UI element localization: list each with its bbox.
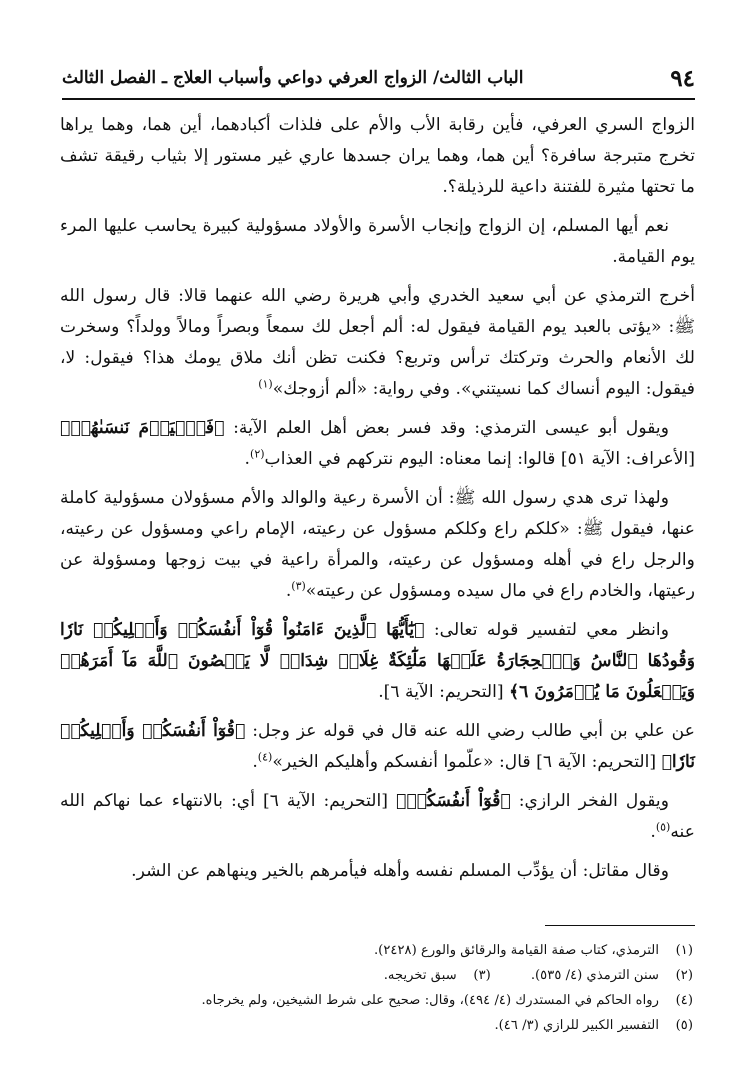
footnote-number: (٤) <box>675 993 693 1008</box>
paragraph-9: وقال مقاتل: أن يؤدِّب المسلم نفسه وأهله فيأمرهم بالخير وينهاهم عن الشر. <box>131 861 669 881</box>
footnote-text: سنن الترمذي (٤/ ٥٣٥). <box>530 968 659 983</box>
footnote-separator <box>545 925 695 926</box>
footnote-row <box>60 938 693 963</box>
paragraph-7-text-b: [التحريم: الآية ٦] قال: «علّموا أنفسكم وأهليكم الخير» <box>272 752 657 772</box>
paragraph-7 <box>60 716 695 778</box>
paragraph-6 <box>60 615 695 708</box>
footnote-number: (١) <box>675 943 693 958</box>
footnote-row <box>60 1013 693 1038</box>
footnote-ref-3[interactable]: (٣) <box>291 579 306 593</box>
paragraph-8-text-a: ويقول الفخر الرازي: <box>518 791 670 811</box>
paragraph-5-text: ولهذا ترى هدي رسول الله ﷺ: أن الأسرة رعية والوالد والأم مسؤولان مسؤولية كاملة عنها، فيقول ﷺ: «كلكم راع وكلكم مسؤول عن رعيته، الإمام راعي ومسؤول عن رعيته، والرجل راع في أهله ومسؤول عن رعيته، والمرأة راعية في بيت زوجها ومسؤولة عن رعيتها، والخادم راع في مال سيده ومسؤول عن رعيته» <box>60 488 695 601</box>
paragraph-3 <box>60 281 695 405</box>
paragraph-4-text-a: ويقول أبو عيسى الترمذي: وقد فسر بعض أهل العلم الآية: <box>233 418 669 438</box>
footnote-number: (٣) <box>473 968 491 983</box>
footnote-5 <box>494 1013 693 1038</box>
footnote-text: رواه الحاكم في المستدرك (٤/ ٤٩٤)، وقال: صحيح على شرط الشيخين، ولم يخرجاه. <box>201 993 659 1008</box>
paragraph-4-text-b: [الأعراف: الآية ٥١] قالوا: إنما معناه: اليوم نتركهم في العذاب <box>264 449 695 469</box>
footnotes <box>60 938 693 1038</box>
page-header <box>62 58 695 100</box>
footnote-2 <box>531 963 693 988</box>
footnote-number: (٥) <box>675 1018 693 1033</box>
footnote-ref-5[interactable]: (٥) <box>655 820 671 834</box>
paragraph-6-text-b: [التحريم: الآية ٦]. <box>378 682 504 702</box>
paragraph-4-end: . <box>244 449 251 469</box>
running-title: الباب الثالث/ الزواج العرفي دواعي وأسباب العلاج ـ الفصل الثالث <box>62 68 524 88</box>
paragraph-7-text-a: عن علي بن أبي طالب رضي الله عنه قال في قوله عز وجل: <box>252 721 696 741</box>
paragraph-8-text-b: [التحريم: الآية ٦] أي: بالانتهاء عما نهاكم الله عنه <box>60 791 695 842</box>
footnote-row <box>60 963 693 988</box>
footnote-row <box>60 988 693 1013</box>
quran-verse-tahrim-short: ﴿قُوٓاْ أَنفُسَكُمۡ وَأَهۡلِيكُمۡ نَارٗا﴾ <box>60 721 695 772</box>
paragraph-5-end: . <box>285 581 292 601</box>
footnote-4 <box>201 988 693 1013</box>
paragraph-6-text-a: وانظر معي لتفسير قوله تعالى: <box>433 620 669 640</box>
footnote-text: الترمذي، كتاب صفة القيامة والرقائق والورع (٢٤٢٨). <box>373 943 659 958</box>
footnote-ref-1[interactable]: (١) <box>258 377 273 391</box>
footnote-text: سبق تخريجه. <box>383 968 457 983</box>
footnote-number: (٢) <box>675 968 693 983</box>
paragraph-4 <box>60 413 695 475</box>
footnote-3 <box>384 963 491 988</box>
quran-verse-araf: ﴿فَٱلۡيَوۡمَ نَنسَىٰهُمۡ﴾ <box>60 418 225 438</box>
paragraph-8-end: . <box>650 822 656 842</box>
page-number: ٩٤ <box>670 64 695 92</box>
body-text <box>60 110 695 895</box>
footnote-ref-2[interactable]: (٢) <box>250 447 265 461</box>
paragraph-8 <box>60 786 695 848</box>
paragraph-7-end: . <box>252 752 258 772</box>
footnote-text: التفسير الكبير للرازي (٣/ ٤٦). <box>494 1018 659 1033</box>
footnote-1 <box>374 938 693 963</box>
paragraph-5 <box>60 483 695 607</box>
paragraph-1: الزواج السري العرفي، فأين رقابة الأب والأم على فلذات أكبادهما، أين هما، وهما يراها تخرج متبرجة سافرة؟ أين هما، وهما يران جسدها عاري غير مستور إلا بثياب رقيقة تشف ما تحتها مثيرة للفتنة داعية للرذيلة؟. <box>60 115 695 197</box>
paragraph-3-text: أخرج الترمذي عن أبي سعيد الخدري وأبي هريرة رضي الله عنهما قالا: قال رسول الله ﷺ: «يؤتى بالعبد يوم القيامة فيقول له: ألم أجعل لك سمعاً وبصراً ومالاً وولداً؟ وسخرت لك الأنعام والحرث وتركتك ترأس وتربع؟ فكنت تظن أنك ملاق يومك هذا؟ فيقول: لا، فيقول: اليوم أنساك كما نسيتني». وفي رواية: «ألم أزوجك» <box>60 286 695 399</box>
footnote-ref-4[interactable]: (٤) <box>257 750 273 764</box>
quran-verse-anfusakum: ﴿قُوٓاْ أَنفُسَكُمۡ﴾ <box>396 791 511 811</box>
quran-verse-tahrim-full: ﴿يَٰٓأَيُّهَا ٱلَّذِينَ ءَامَنُواْ قُوٓاْ أَنفُسَكُمۡ وَأَهۡلِيكُمۡ نَارٗا وَقُودُهَا ٱلنَّاسُ وَٱلۡحِجَارَةُ عَلَيۡهَا مَلَٰٓئِكَةٌ غِلَاظٞ شِدَادٞ لَّا يَعۡصُونَ ٱللَّهَ مَآ أَمَرَهُمۡ وَيَفۡعَلُونَ مَا يُؤۡمَرُونَ ٦﴾ <box>60 620 695 702</box>
paragraph-2: نعم أيها المسلم، إن الزواج وإنجاب الأسرة والأولاد مسؤولية كبيرة يحاسب عليها المرء يوم القيامة. <box>60 216 695 267</box>
